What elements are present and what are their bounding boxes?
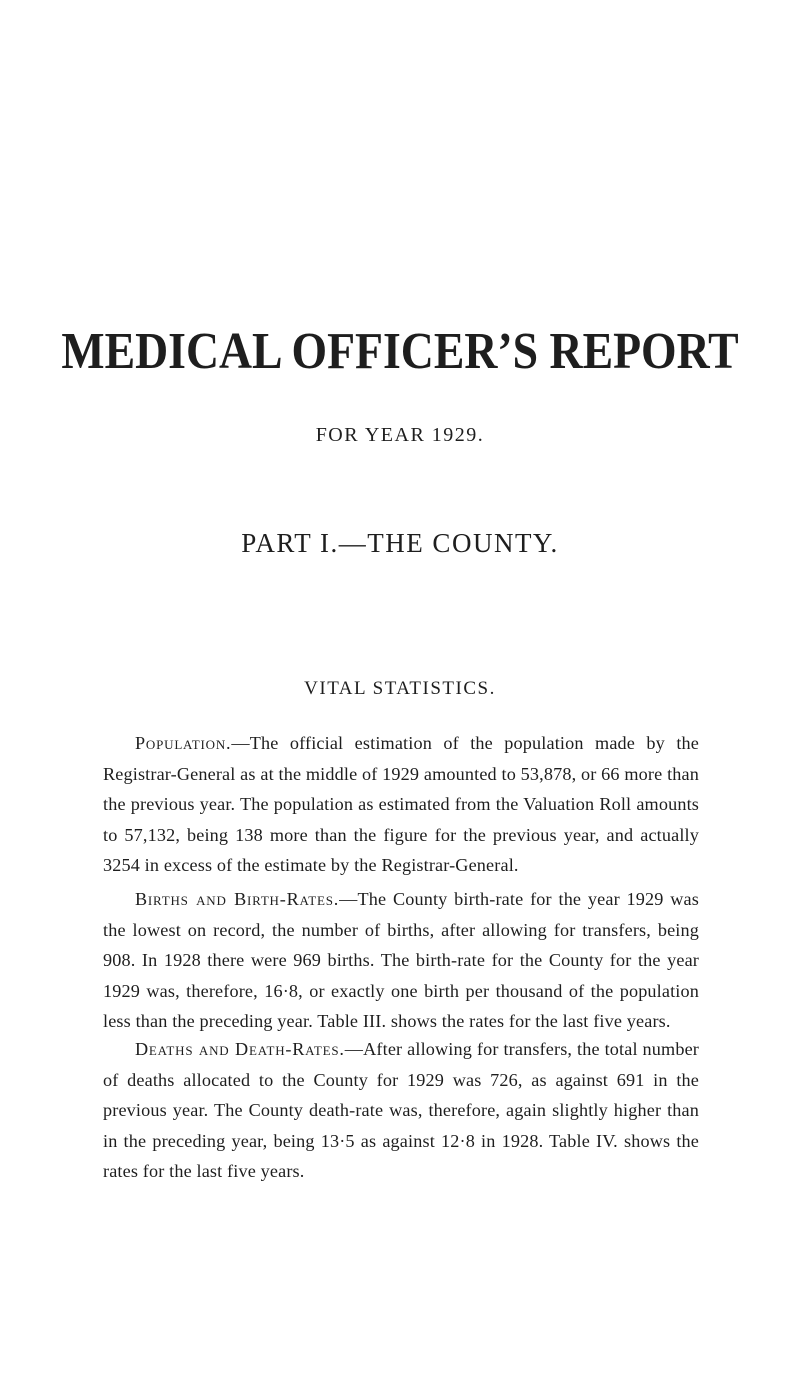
part-heading: PART I.—THE COUNTY. [241,528,559,558]
deaths-paragraph [103,1034,699,1187]
paragraph-heading: Population. [135,733,232,753]
paragraph-text: —After allowing for transfers, the total number of deaths allocated to the County for 1929 was 726, as against 691 in the previous year. The County death-rate was, therefore, again slightly higher than in the preceding year, being 13·5 as against 12·8 in 1928. Table IV. shows the rates for the last five years. [103,1039,700,1181]
section-heading: VITAL STATISTICS. [304,678,496,699]
paragraph-heading: Births and Birth-Rates. [135,889,340,909]
paragraph-heading: Deaths and Death-Rates. [135,1039,345,1059]
population-paragraph [103,728,699,881]
report-year-subtitle: FOR YEAR 1929. [315,424,485,446]
paragraph-text: —The County birth-rate for the year 1929 was the lowest on record, the number of births, after allowing for transfers, being 908. In 1928 there were 969 births. The birth-rate for the County for the year 1929 was, therefore, 16·8, or exactly one birth per thousand of the population less than the preceding year. Table III. shows the rates for the last five years. [103,889,700,1031]
report-title: MEDICAL OFFICER’S REPORT [61,323,739,380]
paragraph-text: —The official estimation of the population made by the Registrar-General as at the middle of 1929 amounted to 53,878, or 66 more than the previous year. The population as estimated from the Valuation Roll amounts to 57,132, being 138 more than the figure for the previous year, and actually 3254 in excess of the estimate by the Registrar-General. [103,733,699,875]
births-paragraph [103,884,699,1037]
